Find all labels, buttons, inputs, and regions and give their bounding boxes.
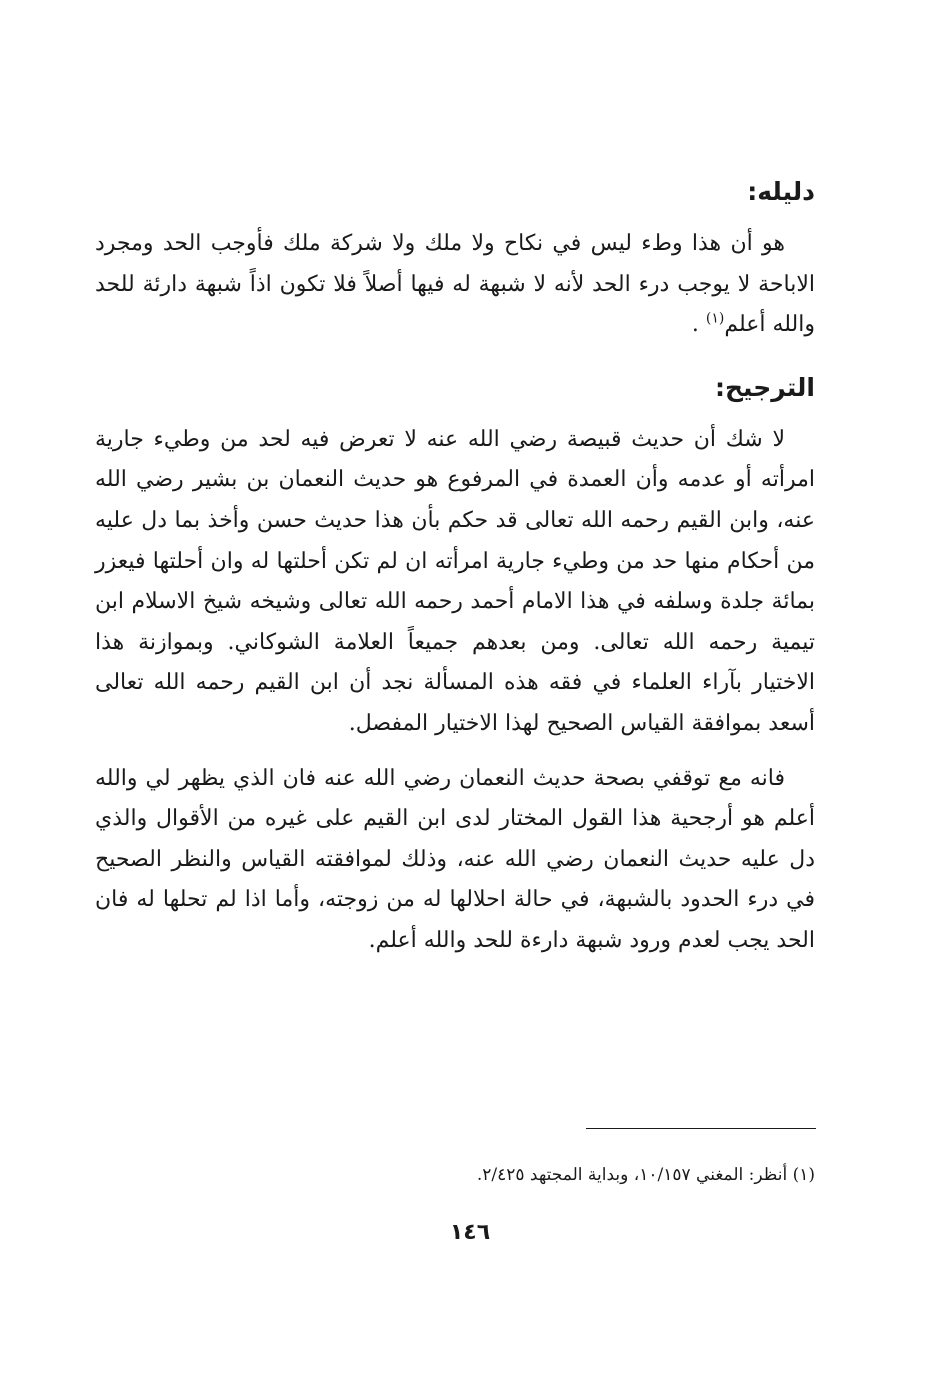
footnote-text: أنظر: المغني ١٠/١٥٧، وبداية المجتهد ٢/٤٢٥.	[476, 1165, 788, 1185]
paragraph-tarjih-2: فانه مع توقفي بصحة حديث النعمان رضي الله عنه فان الذي يظهر لي والله أعلم هو أرجحية هذا القول المختار لدى ابن القيم على غيره من الأقوال والذي دل عليه حديث النعمان رضي الله عنه، وذلك لموافقته القياس والنظر الصحيح في درء الحدود بالشبهة، في حالة احلالها له من زوجته، وأما اذا لم تحلها له فان الحد يجب لعدم ورود شبهة دارءة للحد والله أعلم.	[95, 765, 815, 953]
section-heading-tarjih: الترجيح:	[715, 372, 815, 402]
page-number: ١٤٦	[449, 1220, 491, 1245]
page-body	[95, 160, 815, 962]
paragraph-dalil	[95, 224, 815, 346]
footnote-reference: (١)	[705, 310, 725, 327]
footnote-divider	[586, 1128, 816, 1129]
paragraph-tarjih-1: لا شك أن حديث قبيصة رضي الله عنه لا تعرض فيه لحد من وطيء جارية امرأته أو عدمه وأن العمدة في المرفوع هو حديث النعمان بن بشير رضي الله عنه، وابن القيم رحمه الله تعالى قد حكم بأن هذا حديث حسن وأخذ بما دل عليه من أحكام منها حد من وطيء جارية امرأته ان لم تكن أحلتها له وان أحلتها فيعزر بمائة جلدة وسلفه في هذا الامام أحمد رحمه الله تعالى وشيخه شيخ الاسلام ابن تيمية رحمه الله تعالى. ومن بعدهم جميعاً العلامة الشوكاني. وبموازنة هذا الاختيار بآراء العلماء في فقه هذه المسألة نجد أن ابن القيم رحمه الله تعالى أسعد بموافقة القياس الصحيح لهذا الاختيار المفصل.	[95, 426, 815, 736]
paragraph-dalil-text: هو أن هذا وطء ليس في نكاح ولا ملك ولا شركة ملك فأوجب الحد ومجرد الاباحة لا يوجب درء الحد لأنه لا شبهة له فيها أصلاً فلا تكون اذاً شبهة دارئة للحد والله أعلم	[95, 231, 815, 338]
section-heading-dalil: دليله:	[747, 177, 815, 206]
footnote	[135, 1160, 815, 1190]
paragraph-dalil-end: .	[691, 312, 706, 338]
footnote-marker: (١)	[792, 1165, 815, 1185]
